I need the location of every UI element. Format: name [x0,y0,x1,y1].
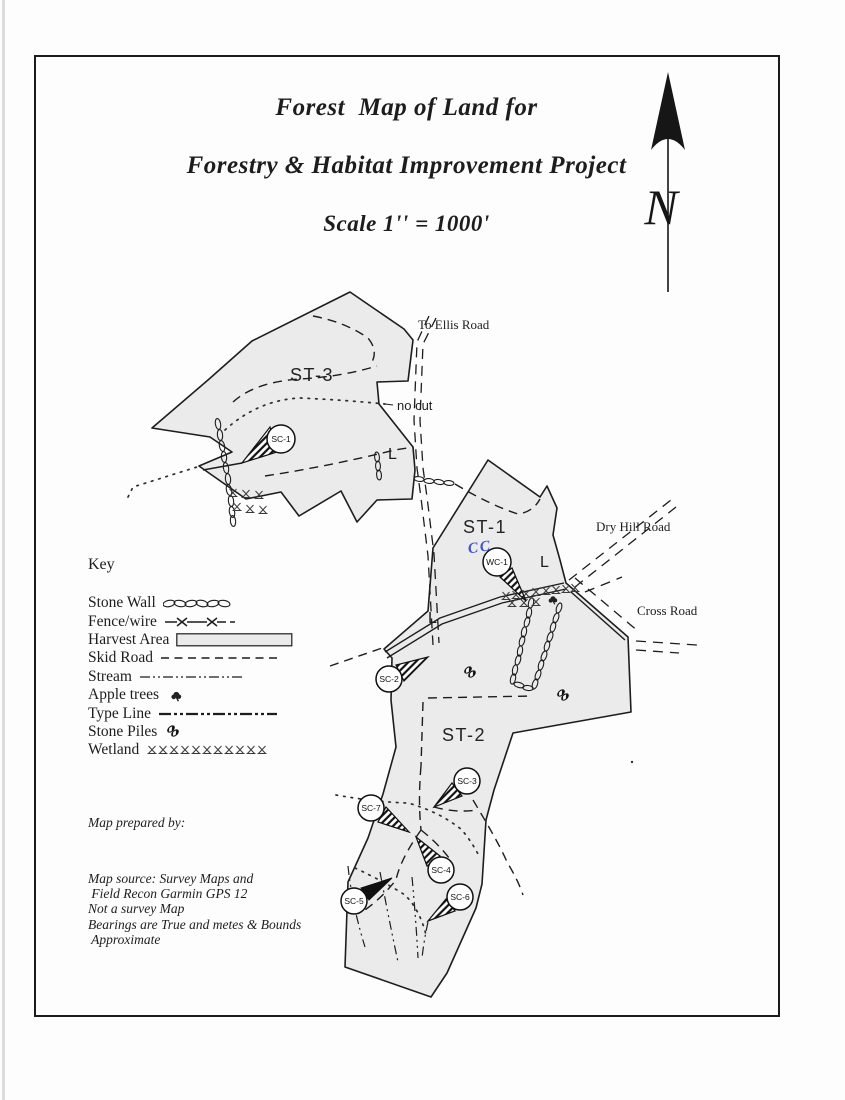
source-line: Map source: Survey Maps and [88,871,254,886]
key-item-label: Stone Wall [88,594,156,612]
no-cut-tick [385,404,393,405]
apple-trees-symbol [166,687,184,704]
stone-wall-symbol [163,597,233,610]
fence-wire-symbol [164,616,238,628]
key-item-label: Wetland [88,741,140,759]
parcel-st3 [152,292,415,522]
marker-label: SC-4 [431,865,451,875]
key-item-wetland [88,741,338,759]
dry-hill-road-line [569,500,676,592]
area-label-st2: ST-2 [442,725,487,745]
type-line-symbol [158,710,278,718]
key-item-label: Fence/wire [88,612,157,630]
north-arrowhead [651,72,685,150]
skid-road-symbol [160,654,282,662]
map-scale-line: Scale 1'' = 1000' [323,211,490,236]
marker-label: SC-2 [379,674,399,684]
landing-label-2: L [540,554,549,571]
marker-label: SC-7 [361,803,381,813]
key-item-label: Stone Piles [88,722,158,740]
key-item-label: Harvest Area [88,630,170,648]
key-item-fence-wire [88,612,338,630]
landing-label-3: L [428,610,437,627]
source-line: Field Recon Garmin GPS 12 [88,886,248,902]
road-label-cross: Cross Road [637,603,698,618]
source-line: Bearings are True and metes & Bounds [88,916,302,932]
key-item-harvest-area [88,631,338,649]
harvest-area-symbol [176,633,294,647]
source-line: Not a survey Map [88,901,185,917]
key-item-stone-piles [88,723,338,741]
marker-label: SC-5 [344,896,364,906]
north-arrow [643,72,685,292]
marker-label: SC-6 [450,892,470,902]
map-title-line-2: Forestry & Habitat Improvement Project [186,152,627,179]
key-item-stone-wall [88,594,338,612]
marker-label: SC-3 [457,776,477,786]
stray-dot [631,761,633,763]
key-item-apple-trees [88,686,338,704]
blue-pen-note: CC [466,538,493,558]
key-item-skid-road [88,649,338,667]
marker-label: SC-1 [271,434,291,444]
landing-label-1: L [388,446,397,463]
no-cut-label: no cut [397,398,433,413]
key-item-label: Skid Road [88,649,154,667]
wetland-symbol [146,744,268,757]
key-item-label: Stream [88,667,132,685]
key-item-type-line [88,704,338,722]
key-item-stream [88,668,338,686]
road-label-dry-hill: Dry Hill Road [596,519,671,534]
area-label-st1: ST-1 [463,517,508,537]
source-line: Approximate [88,931,161,947]
road-label-ellis: To Ellis Road [418,317,490,332]
stone-piles-symbol [164,723,184,741]
marker-label: WC-1 [486,557,508,567]
map-key [88,556,338,760]
key-item-label: Type Line [88,704,152,722]
map-source-notes [88,871,301,947]
area-label-st3: ST-3 [290,365,335,385]
stream-symbol [139,673,245,681]
key-heading: Key [88,556,115,573]
prepared-by-note: Map prepared by: [88,815,186,830]
key-item-label: Apple trees [88,686,160,704]
map-title-line-1: Forest Map of Land for [275,94,538,121]
north-label: N [644,179,678,235]
